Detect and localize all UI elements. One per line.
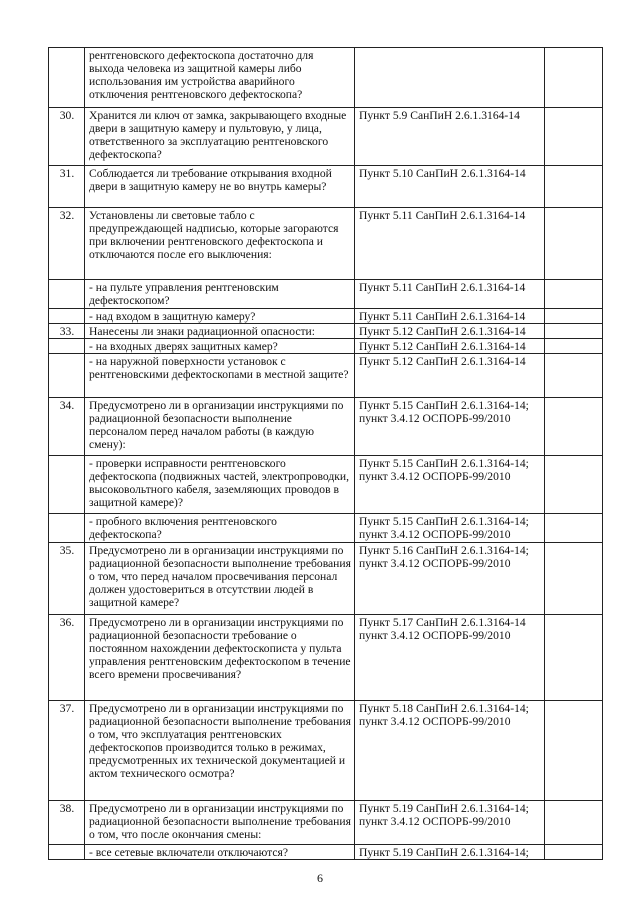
item-answer xyxy=(545,339,603,354)
table-row xyxy=(49,48,603,108)
item-question: Установлены ли световые табло с предупреждающей надписью, которые загораются при включении рентгеновского дефектоскопа и отключаются после его выключения: xyxy=(85,208,355,280)
item-number xyxy=(49,280,85,309)
table-row xyxy=(49,456,603,514)
item-answer xyxy=(545,615,603,701)
item-question: - над входом в защитную камеру? xyxy=(85,309,355,324)
item-answer xyxy=(545,48,603,108)
item-answer xyxy=(545,543,603,615)
item-reference: Пункт 5.19 СанПиН 2.6.1.3164-14; xyxy=(355,845,545,860)
item-reference: Пункт 5.17 СанПиН 2.6.1.3164-14 пункт 3.4.12 ОСПОРБ-99/2010 xyxy=(355,615,545,701)
item-number: 32. xyxy=(49,208,85,280)
item-number: 38. xyxy=(49,801,85,845)
table-row xyxy=(49,339,603,354)
item-answer xyxy=(545,456,603,514)
table-row xyxy=(49,280,603,309)
item-reference: Пункт 5.19 СанПиН 2.6.1.3164-14; пункт 3.4.12 ОСПОРБ-99/2010 xyxy=(355,801,545,845)
item-question: - на входных дверях защитных камер? xyxy=(85,339,355,354)
item-reference: Пункт 5.16 СанПиН 2.6.1.3164-14; пункт 3.4.12 ОСПОРБ-99/2010 xyxy=(355,543,545,615)
item-answer xyxy=(545,354,603,398)
item-number xyxy=(49,845,85,860)
table-row xyxy=(49,166,603,208)
item-answer xyxy=(545,166,603,208)
item-reference: Пункт 5.9 СанПиН 2.6.1.3164-14 xyxy=(355,108,545,166)
item-reference: Пункт 5.11 СанПиН 2.6.1.3164-14 xyxy=(355,280,545,309)
item-number xyxy=(49,339,85,354)
item-question: - все сетевые включатели отключаются? xyxy=(85,845,355,860)
item-answer xyxy=(545,398,603,456)
item-question: рентгеновского дефектоскопа достаточно для выхода человека из защитной камеры либо использования им устройства аварийного отключения рентгеновского дефектоскопа? xyxy=(85,48,355,108)
item-question: - проверки исправности рентгеновского дефектоскопа (подвижных частей, электропроводки, высоковольтного кабеля, заземляющих проводов в защитной камере)? xyxy=(85,456,355,514)
item-question: - пробного включения рентгеновского дефектоскопа? xyxy=(85,514,355,543)
item-number xyxy=(49,309,85,324)
item-question: Соблюдается ли требование открывания входной двери в защитную камеру не во внутрь камеры? xyxy=(85,166,355,208)
item-question: Предусмотрено ли в организации инструкциями по радиационной безопасности выполнение требования о том, что перед началом просвечивания персонал должен удостовериться в отсутствии людей в защитной камере? xyxy=(85,543,355,615)
item-reference: Пункт 5.12 СанПиН 2.6.1.3164-14 xyxy=(355,354,545,398)
item-question: - на пульте управления рентгеновским дефектоскопом? xyxy=(85,280,355,309)
item-answer xyxy=(545,514,603,543)
table-row xyxy=(49,543,603,615)
item-answer xyxy=(545,801,603,845)
item-answer xyxy=(545,324,603,339)
table-row xyxy=(49,309,603,324)
item-question: Хранится ли ключ от замка, закрывающего входные двери в защитную камеру и пультовую, у лица, ответственного за эксплуатацию рентгеновского дефектоскопа? xyxy=(85,108,355,166)
item-reference: Пункт 5.15 СанПиН 2.6.1.3164-14; пункт 3.4.12 ОСПОРБ-99/2010 xyxy=(355,456,545,514)
item-number: 33. xyxy=(49,324,85,339)
item-reference: Пункт 5.18 СанПиН 2.6.1.3164-14; пункт 3.4.12 ОСПОРБ-99/2010 xyxy=(355,701,545,801)
table-row xyxy=(49,108,603,166)
item-answer xyxy=(545,108,603,166)
item-answer xyxy=(545,701,603,801)
item-reference: Пункт 5.15 СанПиН 2.6.1.3164-14; пункт 3.4.12 ОСПОРБ-99/2010 xyxy=(355,398,545,456)
item-answer xyxy=(545,309,603,324)
item-number: 35. xyxy=(49,543,85,615)
item-number: 31. xyxy=(49,166,85,208)
table-row xyxy=(49,514,603,543)
item-answer xyxy=(545,208,603,280)
table-row xyxy=(49,615,603,701)
item-reference: Пункт 5.11 СанПиН 2.6.1.3164-14 xyxy=(355,208,545,280)
item-question: Предусмотрено ли в организации инструкциями по радиационной безопасности требование о постоянном нахождении дефектоскописта у пульта управления рентгеновским дефектоскопом в течение всего времени просвечивания? xyxy=(85,615,355,701)
table-row xyxy=(49,324,603,339)
item-number: 37. xyxy=(49,701,85,801)
item-question: Предусмотрено ли в организации инструкциями по радиационной безопасности выполнение требования о том, что эксплуатация рентгеновских дефектоскопов производится только в режимах, предусмотренных их технической документацией и актом технического осмотра? xyxy=(85,701,355,801)
item-reference: Пункт 5.11 СанПиН 2.6.1.3164-14 xyxy=(355,309,545,324)
item-number xyxy=(49,514,85,543)
table-row xyxy=(49,801,603,845)
item-question: Нанесены ли знаки радиационной опасности: xyxy=(85,324,355,339)
item-reference: Пункт 5.15 СанПиН 2.6.1.3164-14; пункт 3.4.12 ОСПОРБ-99/2010 xyxy=(355,514,545,543)
item-question: - на наружной поверхности установок с рентгеновскими дефектоскопами в местной защите? xyxy=(85,354,355,398)
item-question: Предусмотрено ли в организации инструкциями по радиационной безопасности выполнение требования о том, что после окончания смены: xyxy=(85,801,355,845)
table-row xyxy=(49,208,603,280)
table-row xyxy=(49,845,603,860)
item-number: 34. xyxy=(49,398,85,456)
item-number xyxy=(49,48,85,108)
checklist-table xyxy=(48,47,603,860)
item-answer xyxy=(545,845,603,860)
item-number xyxy=(49,354,85,398)
table-row xyxy=(49,398,603,456)
item-reference: Пункт 5.10 СанПиН 2.6.1.3164-14 xyxy=(355,166,545,208)
item-number xyxy=(49,456,85,514)
item-question: Предусмотрено ли в организации инструкциями по радиационной безопасности выполнение персоналом перед началом работы (в каждую смену): xyxy=(85,398,355,456)
item-reference: Пункт 5.12 СанПиН 2.6.1.3164-14 xyxy=(355,339,545,354)
page-number: 6 xyxy=(317,871,323,885)
table-row xyxy=(49,701,603,801)
item-number: 30. xyxy=(49,108,85,166)
item-answer xyxy=(545,280,603,309)
item-reference: Пункт 5.12 СанПиН 2.6.1.3164-14 xyxy=(355,324,545,339)
item-reference xyxy=(355,48,545,108)
table-row xyxy=(49,354,603,398)
item-number: 36. xyxy=(49,615,85,701)
